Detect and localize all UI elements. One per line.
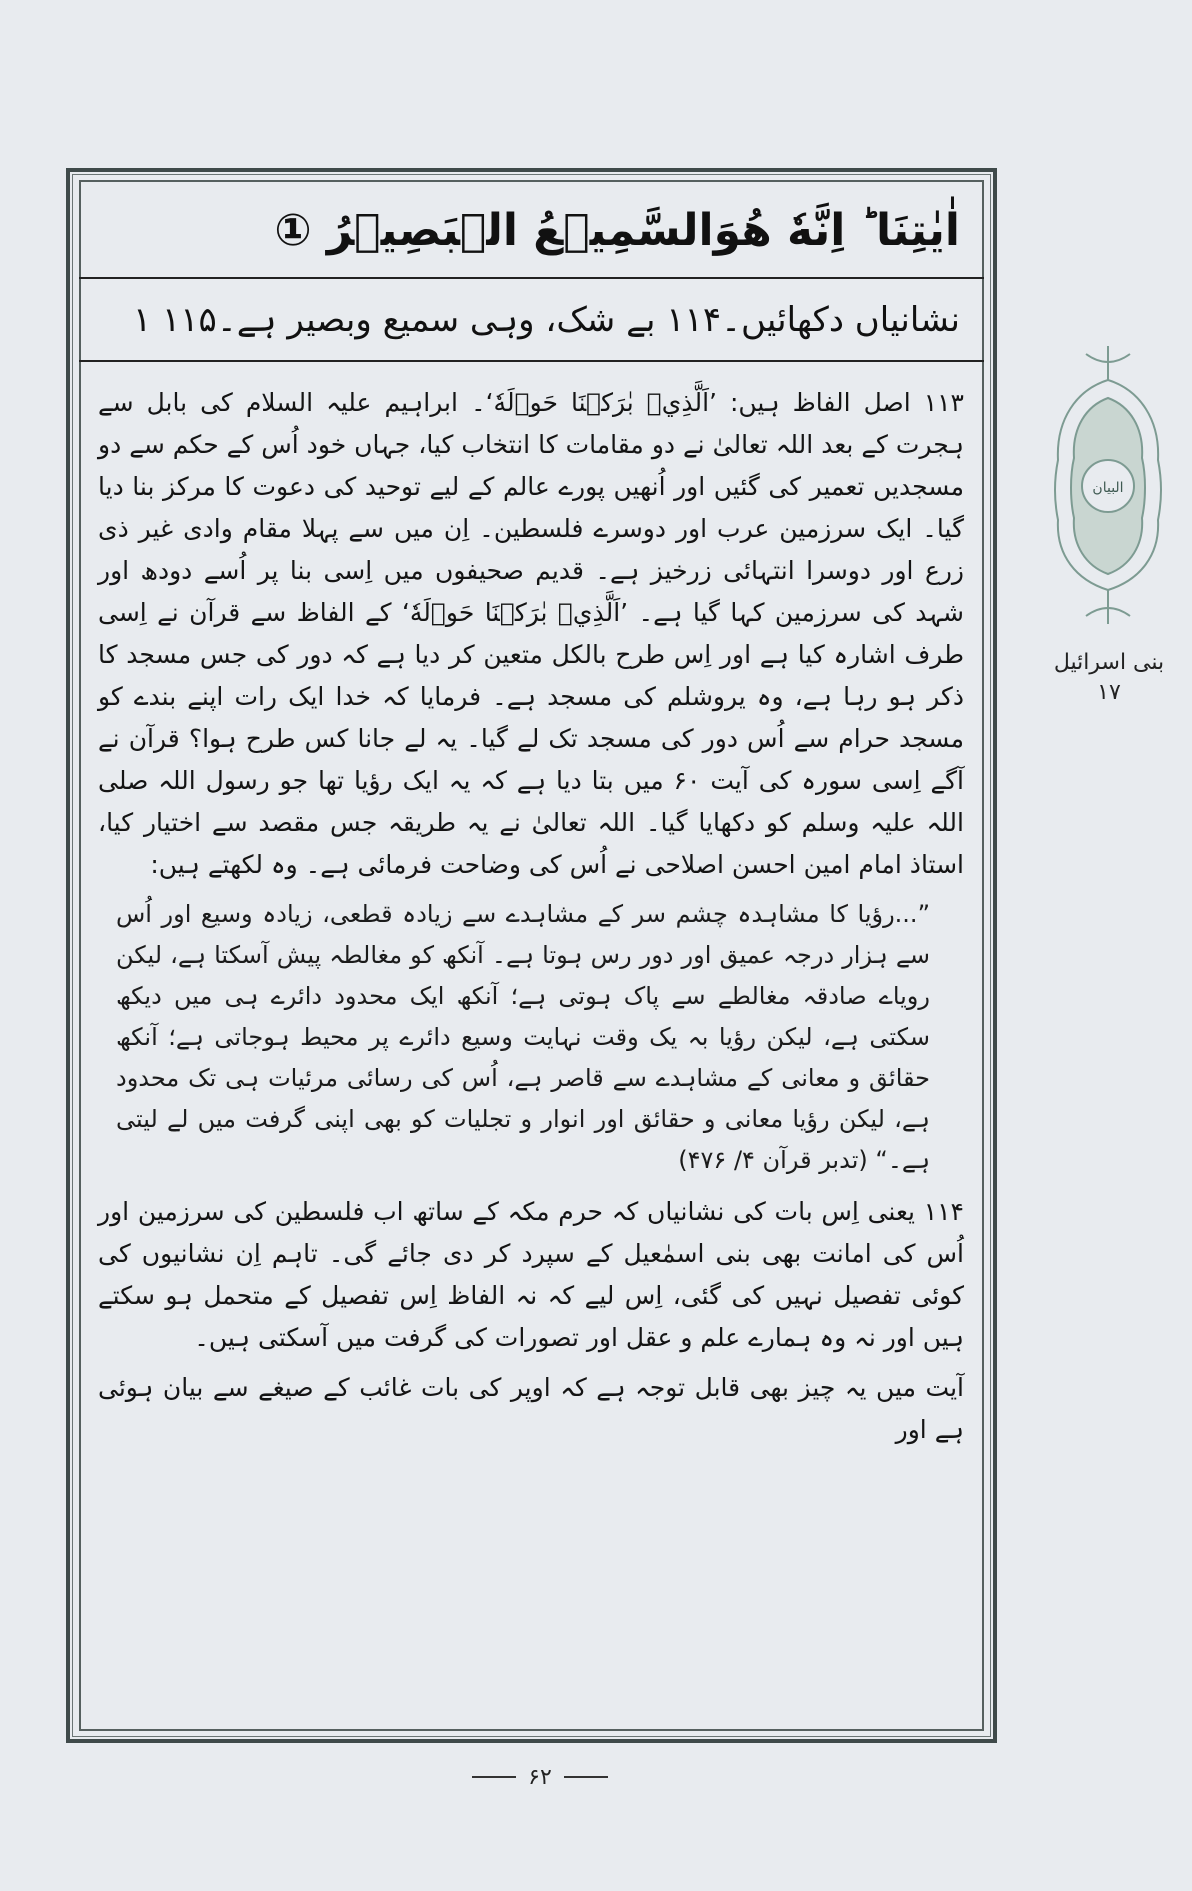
surah-name: بنی اسرائیل (1053, 650, 1165, 675)
commentary-body (98, 382, 964, 1459)
folio-dash (564, 1776, 608, 1778)
page-number (460, 1762, 620, 1792)
divider-rule (79, 360, 984, 362)
commentary-quote: ”...رؤیا کا مشاہدہ چشم سر کے مشاہدے سے زیادہ قطعی، زیادہ وسیع اور اُس سے ہزار درجہ عمیق اور دور رس ہوتا ہے۔ آنکھ کو مغالطہ پیش آسکتا ہے، لیکن رویاے صادقہ مغالطے سے پاک ہوتی ہے؛ آنکھ ایک محدود دائرے ہی میں دیکھ سکتی ہے، لیکن رؤیا بہ یک وقت نہایت وسیع دائرے پر محیط ہوجاتی ہے؛ آنکھ حقائق و معانی کے مشاہدے سے قاصر ہے، اُس کی رسائی مرئیات ہی تک محدود ہے، لیکن رؤیا معانی و حقائق اور انوار و تجلیات کو بھی اپنی گرفت میں لے لیتی ہے۔“ (تدبر قرآن ۴/ ۴۷۶) (116, 900, 930, 1174)
page-number-text: ۶۲ (528, 1764, 552, 1790)
ornament-label: البیان (1092, 480, 1124, 496)
commentary-paragraph: ۱۱۳ اصل الفاظ ہیں: ’اَلَّذِيۡ بٰرَكۡنَا حَوۡلَهٗ‘۔ ابراہیم علیہ السلام کی بابل سے ہجرت کے بعد اللہ تعالیٰ نے دو مقامات کا انتخاب کیا، جہاں خود اُس کے حکم سے دو مسجدیں تعمیر کی گئیں اور اُنھیں پورے عالم کے لیے توحید کی دعوت کا مرکز بنا دیا گیا۔ ایک سرزمین عرب اور دوسرے فلسطین۔ اِن میں سے پہلا مقام وادی غیر ذی زرع اور دوسرا انتہائی زرخیز ہے۔ قدیم صحیفوں میں اِسی بنا پر اُسے دودھ اور شہد کی سرزمین کہا گیا ہے۔ ’اَلَّذِيۡ بٰرَكۡنَا حَوۡلَهٗ‘ کے الفاظ سے قرآن نے اِسی طرف اشارہ کیا ہے اور اِس طرح بالکل متعین کر دیا ہے کہ دور کی جس مسجد کا ذکر ہو رہا ہے، وہ یروشلم کی مسجد ہے۔ فرمایا کہ خدا ایک رات اپنے بندے کو مسجد حرام سے اُس دور کی مسجد تک لے گیا۔ یہ لے جانا کس طرح ہوا؟ قرآن نے آگے اِسی سورہ کی آیت ۶۰ میں بتا دیا ہے کہ یہ ایک رؤیا تھا جو رسول اللہ صلی اللہ علیہ وسلم کو دکھایا گیا۔ اللہ تعالیٰ نے یہ طریقہ جس مقصد سے اختیار کیا، استاذ امام امین احسن اصلاحی نے اُس کی وضاحت فرمائی ہے۔ وہ لکھتے ہیں: (98, 388, 964, 879)
surah-side-label (1034, 648, 1184, 708)
folio-dash (472, 1776, 516, 1778)
verse-translation: نشانیاں دکھائیں۔۱۱۴ بے شک، وہی سمیع وبصیر ہے۔۱۱۵ ۱ (132, 300, 960, 340)
al-bayan-medallion-icon (1046, 340, 1170, 630)
divider-rule (79, 277, 984, 279)
surah-number: ۱۷ (1097, 680, 1121, 705)
arabic-verse-line: اٰيٰتِنَا ؕ اِنَّهٗ هُوَالسَّمِيۡعُ الۡبَصِيۡرُ ① (274, 205, 960, 256)
commentary-paragraph: آیت میں یہ چیز بھی قابل توجہ ہے کہ اوپر کی بات غائب کے صیغے سے بیان ہوئی ہے اور (98, 1373, 964, 1444)
commentary-paragraph: ۱۱۴ یعنی اِس بات کی نشانیاں کہ حرم مکہ کے ساتھ اب فلسطین کی سرزمین اور اُس کی امانت بھی بنی اسمٰعیل کے سپرد کر دی جائے گی۔ تاہم اِن نشانیوں کی کوئی تفصیل نہیں کی گئی، اِس لیے کہ نہ الفاظ اِس تفصیل کے متحمل ہو سکتے ہیں اور نہ وہ ہمارے علم و عقل اور تصورات کی گرفت میں آسکتی ہیں۔ (98, 1197, 964, 1352)
